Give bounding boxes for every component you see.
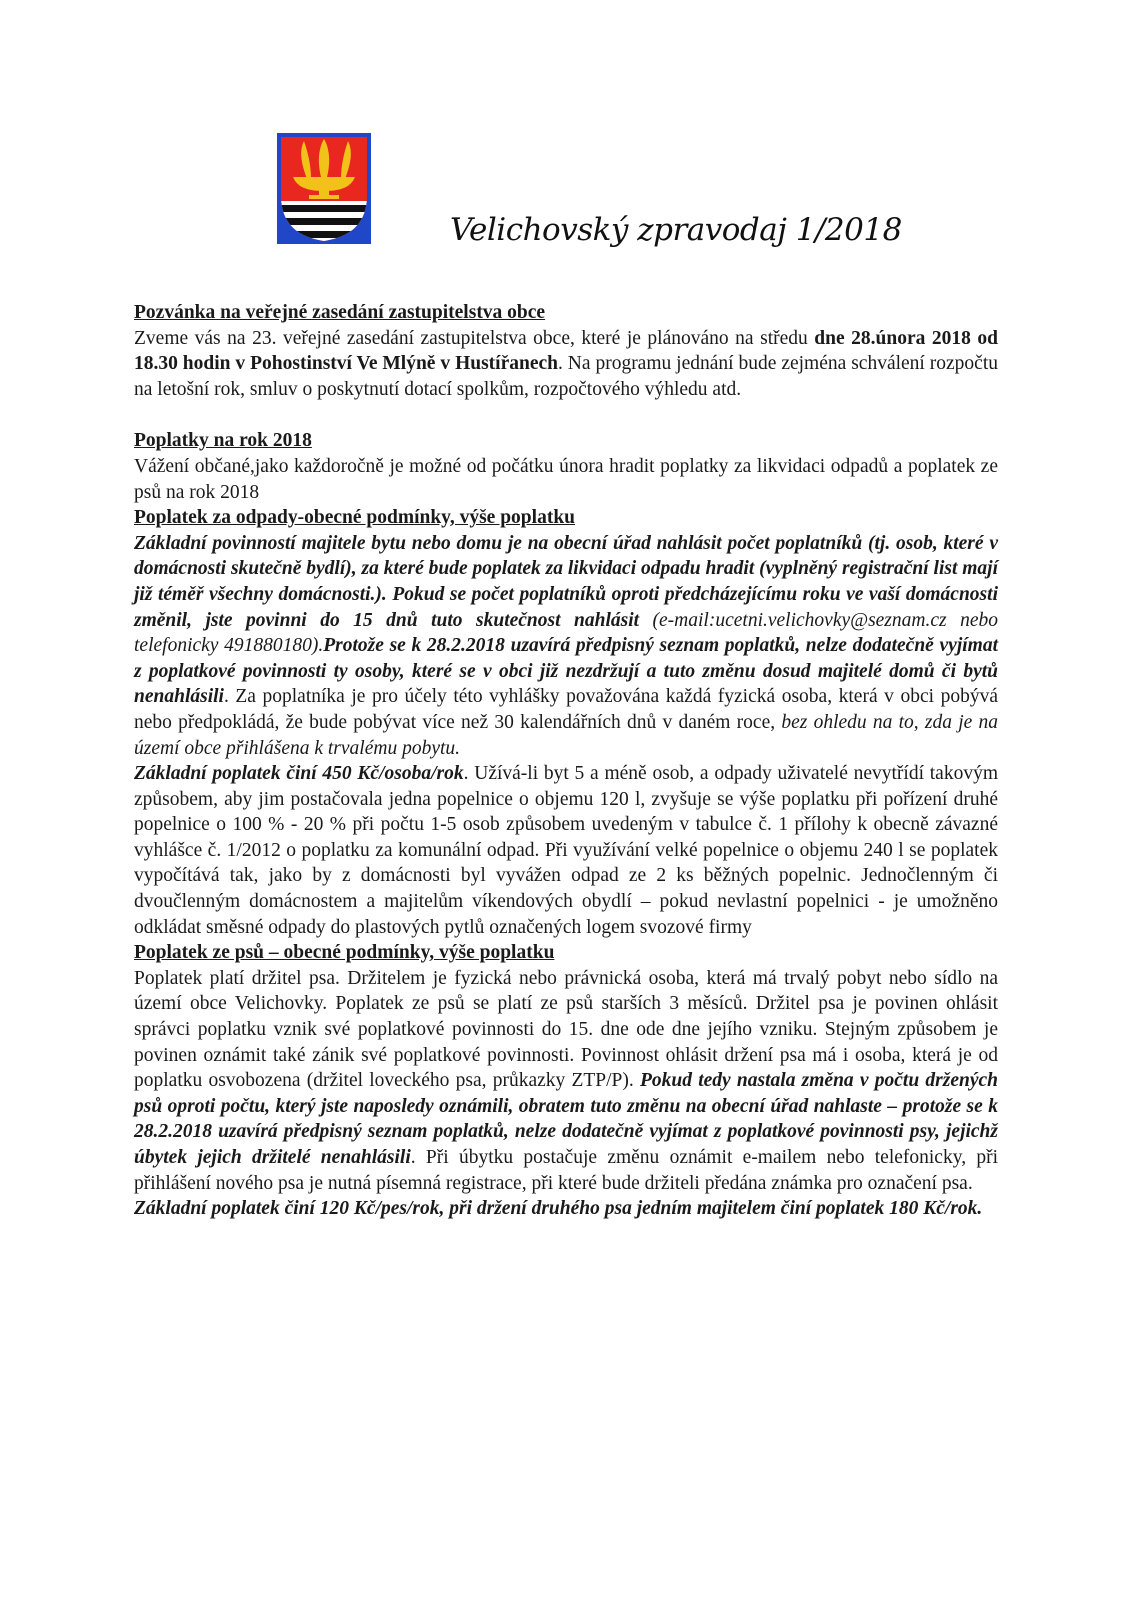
paragraph — [134, 531, 998, 761]
section-fees — [134, 428, 998, 505]
spacer — [134, 402, 998, 428]
text-run-bold: dne 28.února 2018 od 18.30 hodin v Pohostinství Ve Mlýně v Hustířanech — [134, 327, 998, 375]
paragraph — [134, 761, 998, 940]
section-invitation — [134, 300, 998, 402]
section-heading: Pozvánka na veřejné zasedání zastupitelstva obce — [134, 302, 546, 323]
text-run-bold-italic: Základní povinností majitele bytu nebo domu je na obecní úřad nahlásit počet poplatníků (tj. osob, které v domácnosti skutečně bydlí), za které bude poplatek za likvidaci odpadu hradit (vyplněný registrační list mají již téměř všechny domácnosti.). Pokud se počet poplatníků oproti předcházejícímu roku ve vaší domácnosti změnil, jste povinni do 15 dnů tuto skutečnost nahlásit — [134, 532, 998, 631]
text-run-bold-italic: Protože se k 28.2.2018 uzavírá předpisný seznam poplatků, nelze dodatečně vyjímat z poplatkové povinnosti ty osoby, které se v obci již nezdržují a tuto změnu dosud majitelé domů či bytů nenahlásili — [134, 635, 998, 708]
section-dog-fee — [134, 940, 998, 1222]
paragraph — [134, 326, 998, 403]
section-heading: Poplatek za odpady-obecné podmínky, výše poplatku — [134, 507, 576, 529]
text-run: . Při úbytku postačuje změnu oznámit e-mailem nebo telefonicky, při přihlášení nového psa je nutná písemná registrace, při které bude držiteli předána známka pro označení psa. — [134, 1147, 999, 1194]
document-content — [134, 300, 998, 1222]
paragraph: Vážení občané,jako každoročně je možné od počátku února hradit poplatky za likvidaci odpadů a poplatek ze psů na rok 2018 — [134, 455, 998, 503]
text-run-italic: (e-mail:ucetni.velichovky@seznam.cz nebo telefonicky 491880180). — [134, 609, 998, 657]
municipal-coat-of-arms — [277, 133, 371, 244]
section-waste-fee — [134, 505, 998, 940]
section-heading: Poplatek ze psů – obecné podmínky, výše poplatku — [134, 942, 555, 964]
text-run-bold-italic: Základní poplatek činí 450 Kč/osoba/rok — [134, 763, 464, 785]
newsletter-title: Velichovský zpravodaj 1/2018 — [450, 212, 902, 248]
text-run: Poplatek platí držitel psa. Držitelem je fyzická nebo právnická osoba, která má trvalý pobyt nebo sídlo na území obce Velichovky. Poplatek ze psů se platí ze psů starších 3 měsíců. Držitel psa je povinen ohlásit správci poplatku vznik své poplatkové povinnosti do 15. dne ode dne jejího vzniku. Stejným způsobem je povinen oznámit také zánik své poplatkové povinnosti. Povinnost ohlásit držení psa má i osoba, která je od poplatku osvobozena (držitel loveckého psa, průkazky ZTP/P). — [134, 967, 998, 1092]
paragraph: Základní poplatek činí 120 Kč/pes/rok, při držení druhého psa jedním majitelem činí poplatek 180 Kč/rok. — [134, 1198, 983, 1220]
text-run-bold-italic: Pokud tedy nastala změna v počtu držených psů oproti počtu, který jste naposledy oznámili, obratem tuto změnu na obecní úřad nahlaste – protože se k 28.2.2018 uzavírá předpisný seznam poplatků, nelze dodatečně vyjímat z poplatkové povinnosti psy, jejichž úbytek jejich držitelé nenahlásili — [134, 1070, 998, 1168]
text-run-italic: bez ohledu na to, zda je na území obce přihlášena k trvalému pobytu. — [134, 711, 998, 759]
section-heading: Poplatky na rok 2018 — [134, 430, 312, 452]
text-run: Zveme vás na 23. veřejné zasedání zastupitelstva obce, které je plánováno na středu — [134, 327, 815, 349]
text-run: . Užívá-li byt 5 a méně osob, a odpady uživatelé nevytřídí takovým způsobem, aby jim postačovala jedna popelnice o objemu 120 l, zvyšuje se výše poplatku při pořízení druhé popelnice o 100 % - 20 % při počtu 1-5 osob způsobem uvedeným v tabulce č. 1 přílohy k obecně závazné vyhlášce č. 1/2012 o poplatku za komunální odpad. Při využívání velké popelnice o objemu 240 l se poplatek vypočítává tak, jako by z domácnosti byl vyvážen odpad ze 2 ks běžných popelnic. Jednočlenným či dvoučlenným domácnostem a majitelům víkendových obydlí – pokud nevlastní popelnici - je umožněno odkládat směsné odpady do plastových pytlů označených logem svozové firmy — [134, 763, 998, 938]
paragraph — [134, 966, 998, 1196]
text-run: . Na programu jednání bude zejména schválení rozpočtu na letošní rok, smluv o poskytnutí dotací spolkům, rozpočtového výhledu atd. — [134, 353, 998, 400]
text-run: . Za poplatníka je pro účely této vyhlášky považována každá fyzická osoba, která v obci pobývá nebo předpokládá, že bude pobývat více než 30 kalendářních dnů v daném roce, — [134, 686, 998, 733]
